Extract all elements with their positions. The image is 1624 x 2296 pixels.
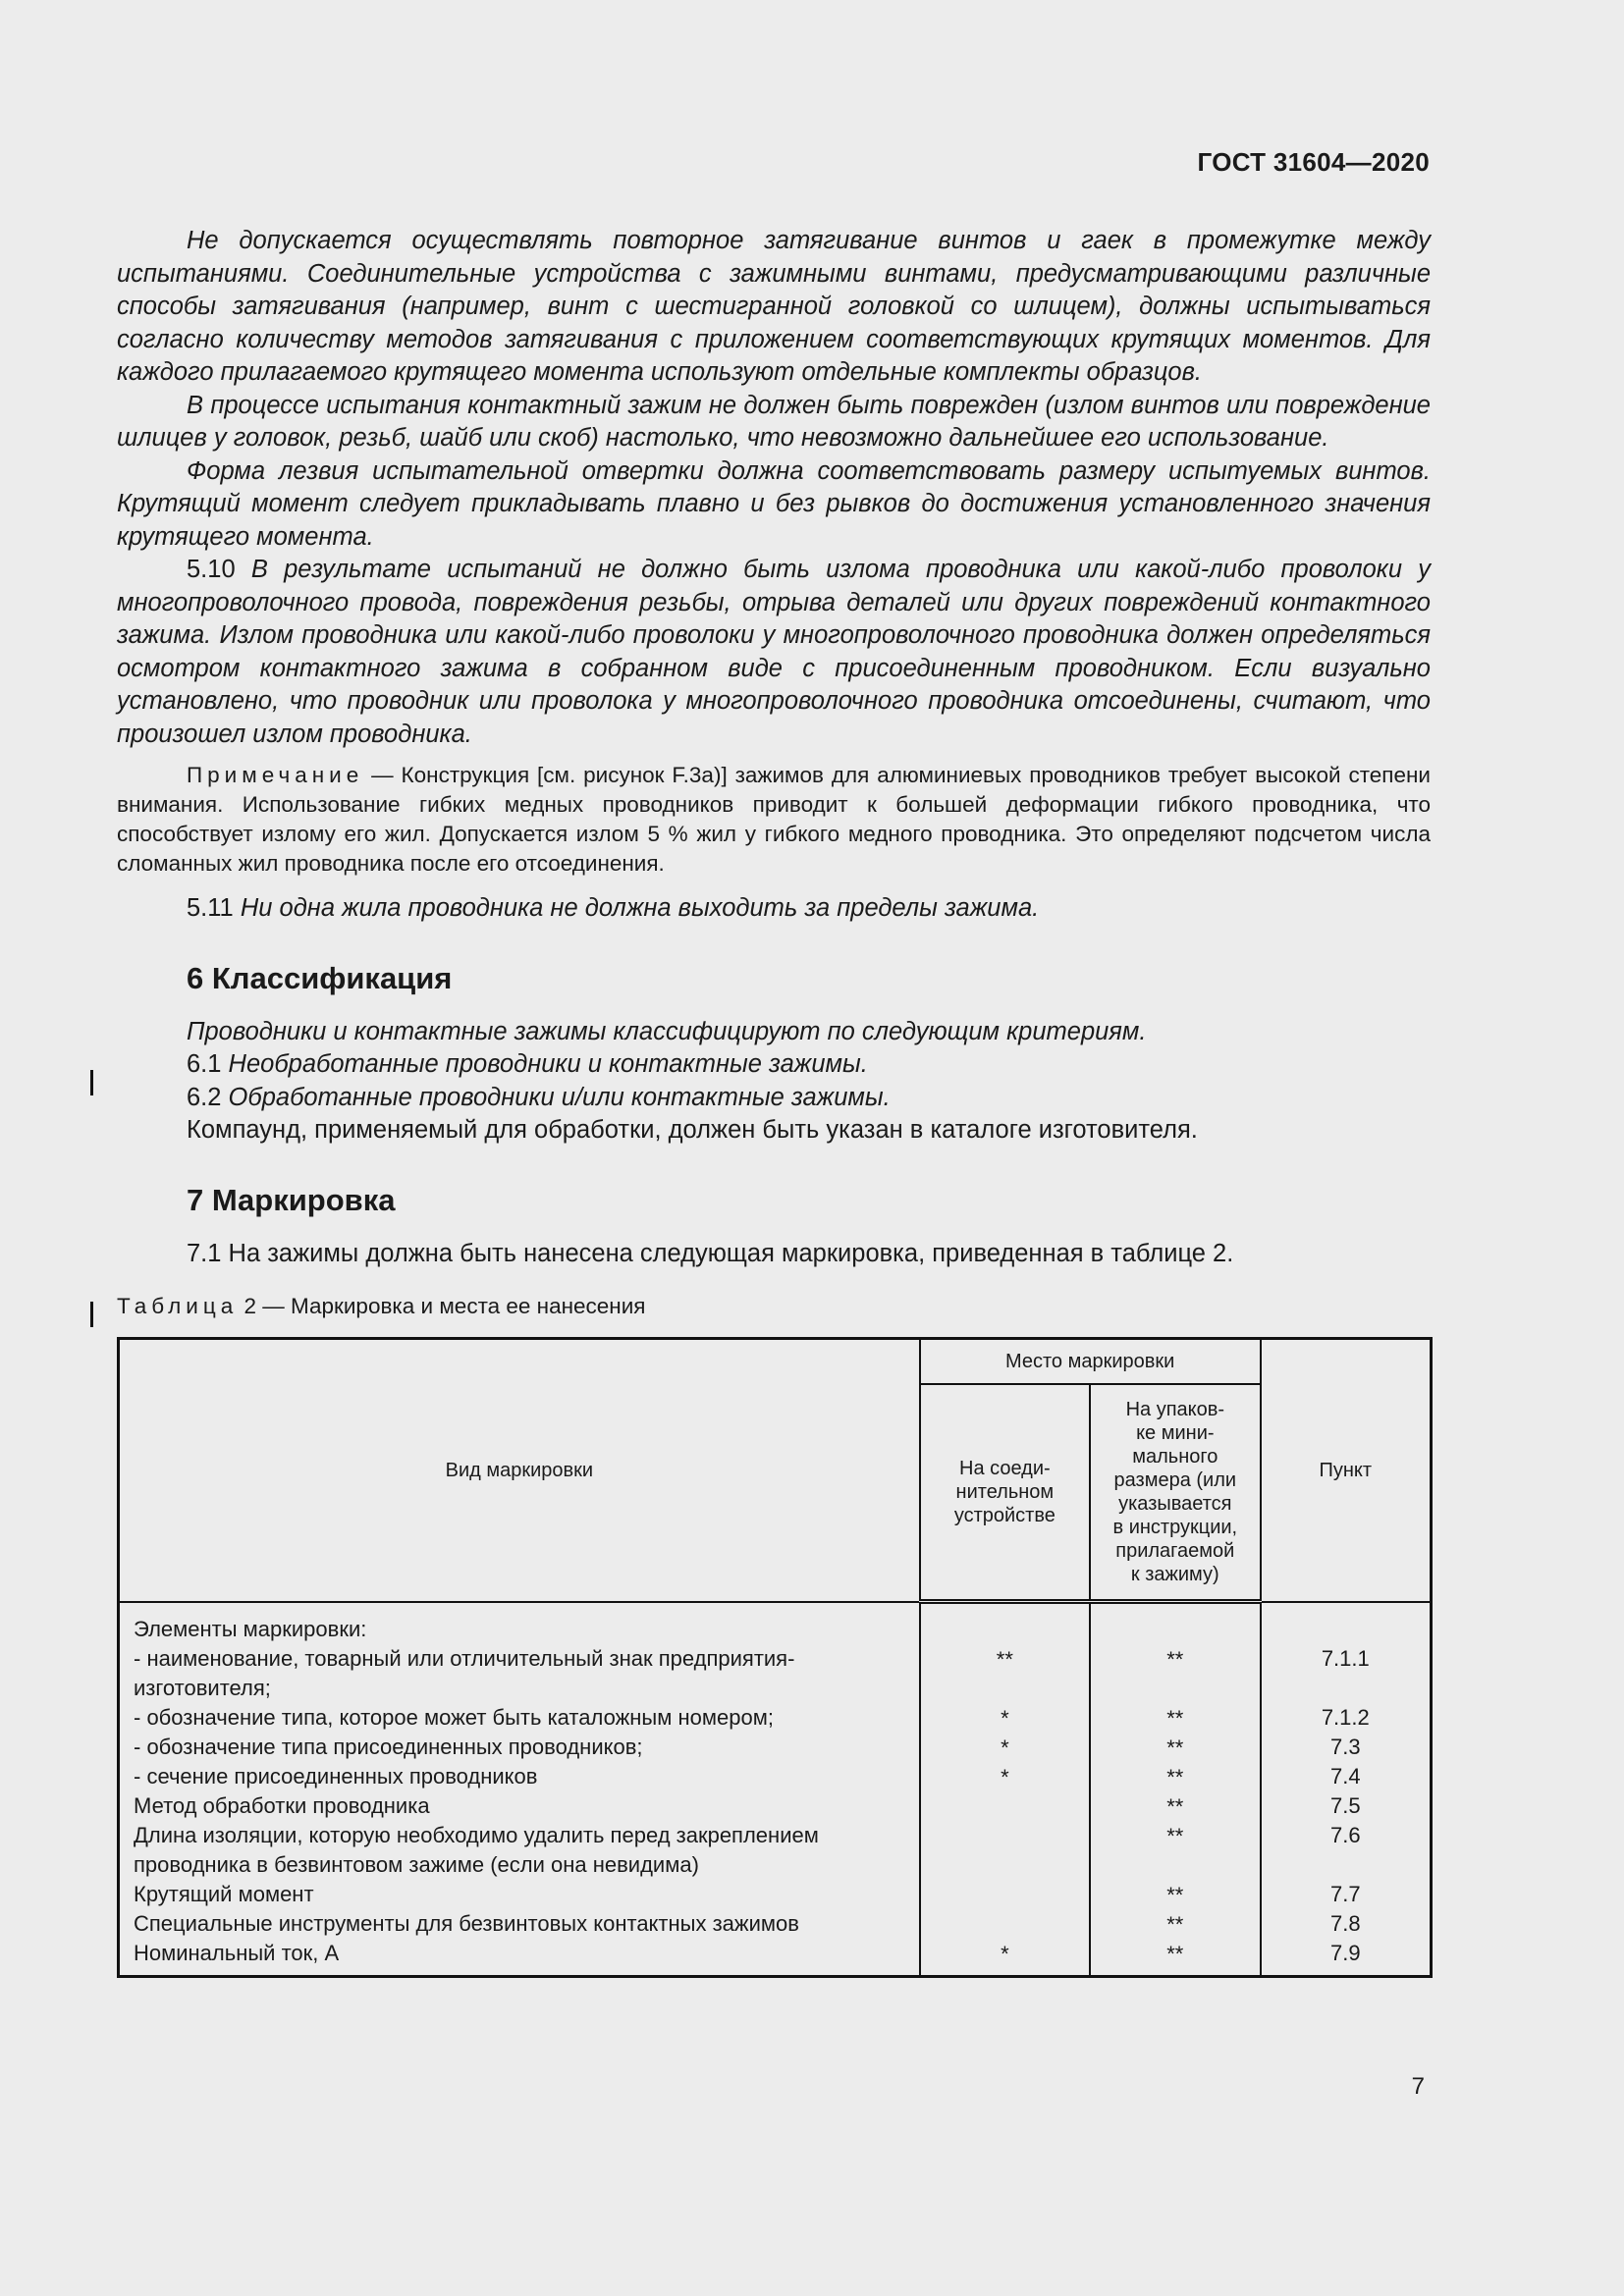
table-cell: [1263, 1674, 1429, 1703]
table-cell: - сечение присоединенных проводников: [134, 1763, 538, 1789]
table-cell: [1092, 1675, 1259, 1704]
table-cell: - обозначение типа, которое может быть каталожным номером;: [134, 1704, 774, 1730]
clause-number: 5.10: [187, 556, 236, 583]
page-number: 7: [1411, 2073, 1425, 2100]
content: [117, 225, 1431, 1978]
table-cell: *: [1001, 1765, 1009, 1789]
table-cell: - обозначение типа присоединенных проводников;: [134, 1734, 643, 1759]
caption-text: 2 — Маркировка и места ее нанесения: [238, 1294, 646, 1318]
header-line: в инструкции,: [1112, 1516, 1238, 1538]
table-cell: [922, 1792, 1088, 1822]
table-cell: **: [996, 1647, 1013, 1672]
table-cell: изготовителя;: [134, 1675, 271, 1700]
table-cell: 7.6: [1329, 1822, 1361, 1847]
table-caption: [117, 1294, 1431, 1319]
paragraph-retightening: Не допускается осуществлять повторное затягивание винтов и гаек в промежутке между испытаниями. Соединительные устройства с зажимными винтами, предусматривающими различные способы затягивания (например, винт с шестигранной головкой со шлицем), должны испытываться согласно количеству методов затягивания с приложением соответствующих крутящих моментов. Для каждого прилагаемого крутящего момента используют отдельные комплекты образцов.: [117, 227, 1431, 386]
table-cell: **: [1166, 1647, 1184, 1672]
header-line: На соеди-: [959, 1457, 1051, 1479]
table-cell: [1092, 1616, 1259, 1645]
item-number: 6.2: [187, 1083, 222, 1111]
header-line: к зажиму): [1130, 1563, 1219, 1585]
table-cell: 7.8: [1329, 1910, 1361, 1936]
table-cell: [922, 1910, 1088, 1940]
table-cell: **: [1166, 1824, 1184, 1848]
table-cell: - наименование, товарный или отличительный знак предприятия-: [134, 1645, 795, 1671]
table-cell: **: [1166, 1912, 1184, 1937]
table-cell: Метод обработки проводника: [134, 1792, 430, 1818]
column-on-device: [920, 1602, 1090, 1977]
column-on-package: [1090, 1602, 1261, 1977]
table-cell: 7.1.1: [1321, 1645, 1370, 1671]
table-cell: проводника в безвинтовом зажиме (если она невидима): [134, 1851, 699, 1877]
paragraph-5-11: [117, 892, 1431, 926]
table-cell: **: [1166, 1883, 1184, 1907]
item-number: 6.1: [187, 1050, 222, 1078]
section-6-item-2: [117, 1082, 1431, 1115]
table-cell: [922, 1881, 1088, 1910]
table-cell: [1263, 1615, 1429, 1644]
header-on-device: [920, 1384, 1090, 1602]
table-cell: [922, 1675, 1088, 1704]
header-clause: Пункт: [1261, 1339, 1432, 1602]
section-6-item-1: [117, 1048, 1431, 1082]
table-cell: 7.4: [1329, 1763, 1361, 1789]
table-cell: 7.7: [1329, 1881, 1361, 1906]
paragraph-screwdriver: Форма лезвия испытательной отвертки должна соответствовать размеру испытуемых винтов. Крутящий момент следует прикладывать плавно и без рывков до достижения установленного значения крутящего момента.: [117, 456, 1431, 551]
table-cell: Крутящий момент: [134, 1881, 314, 1906]
clause-text: В результате испытаний не должно быть излома проводника или какой-либо проволоки у многопроволочного провода, повреждения резьбы, отрыва деталей или других повреждений контактного зажима. Излом проводника или какой-либо проволоки у многопроволочного проводника должен определяться осмотром контактного зажима в собранном виде с присоединенным проводником. Если визуально установлено, что проводник или проволока у многопроволочного проводника отсоединены, считают, что произошел излом проводника.: [117, 556, 1431, 748]
header-line: ке мини-: [1136, 1421, 1215, 1444]
table-cell: [922, 1822, 1088, 1851]
marking-table: [117, 1337, 1433, 1978]
change-marker-7: [90, 1302, 93, 1327]
table-cell: 7.1.2: [1321, 1704, 1370, 1730]
column-kind: [119, 1602, 920, 1977]
note-text: — Конструкция [см. рисунок F.3a)] зажимов для алюминиевых проводников требует высокой степени внимания. Использование гибких медных проводников приводит к большей деформации гибкого проводника, что способствует излому его жил. Допускается излом 5 % жил у гибкого медного проводника. Это определяют подсчетом числа сломанных жил проводника после его отсоединения.: [117, 763, 1431, 876]
document-code: ГОСТ 31604—2020: [1197, 147, 1430, 177]
header-line: На упаков-: [1125, 1398, 1225, 1420]
table-cell: [922, 1616, 1088, 1645]
header-place: Место маркировки: [920, 1339, 1261, 1384]
clause-number: 5.11: [187, 894, 234, 922]
section-6-intro: Проводники и контактные зажимы классифицируют по следующим критериям.: [187, 1017, 1147, 1045]
table-cell: **: [1166, 1765, 1184, 1789]
table-cell: [1092, 1851, 1259, 1881]
change-marker-6: [90, 1070, 93, 1095]
table-cell: [1263, 1850, 1429, 1880]
table-cell: Элементы маркировки:: [134, 1616, 367, 1641]
header-line: размера (или: [1113, 1468, 1237, 1491]
table-cell: 7.9: [1329, 1940, 1361, 1965]
table-cell: *: [1001, 1735, 1009, 1760]
section-7-1: 7.1 На зажимы должна быть нанесена следующая маркировка, приведенная в таблице 2.: [187, 1239, 1234, 1267]
table-cell: **: [1166, 1706, 1184, 1731]
header-line: прилагаемой: [1115, 1539, 1235, 1562]
note-label: Примечание: [187, 763, 364, 787]
table-cell: Номинальный ток, А: [134, 1940, 340, 1965]
table-cell: **: [1166, 1735, 1184, 1760]
table-cell: *: [1001, 1942, 1009, 1966]
paragraph-5-10: [117, 554, 1431, 751]
table-cell: 7.5: [1329, 1792, 1361, 1818]
section-7-title: 7 Маркировка: [187, 1182, 396, 1217]
table-cell: [922, 1851, 1088, 1881]
note: [117, 761, 1431, 879]
header-on-package: [1090, 1384, 1261, 1602]
paragraph-damage: В процессе испытания контактный зажим не должен быть поврежден (излом винтов или повреждение шлицев у головок, резьб, шайб или скоб) настолько, что невозможно дальнейшее его использование.: [117, 391, 1431, 452]
header-line: нительном: [955, 1480, 1055, 1503]
section-6-compound: Компаунд, применяемый для обработки, должен быть указан в каталоге изготовителя.: [187, 1116, 1198, 1144]
item-text: Необработанные проводники и контактные зажимы.: [228, 1050, 868, 1078]
header-line: мального: [1132, 1445, 1218, 1468]
header-line: указывается: [1118, 1492, 1232, 1515]
header-line: устройстве: [953, 1504, 1056, 1526]
table-cell: **: [1166, 1942, 1184, 1966]
section-6-title: 6 Классификация: [187, 960, 453, 995]
table-cell: **: [1166, 1794, 1184, 1819]
table-cell: Длина изоляции, которую необходимо удалить перед закреплением: [134, 1822, 819, 1847]
clause-text: Ни одна жила проводника не должна выходить за пределы зажима.: [240, 894, 1040, 922]
header-kind: Вид маркировки: [119, 1339, 920, 1602]
caption-label: Таблица: [117, 1294, 239, 1318]
table-cell: Специальные инструменты для безвинтовых контактных зажимов: [134, 1910, 799, 1936]
column-clause: [1261, 1602, 1432, 1977]
table-cell: *: [1001, 1706, 1009, 1731]
table-cell: 7.3: [1329, 1734, 1361, 1759]
item-text: Обработанные проводники и/или контактные зажимы.: [228, 1083, 891, 1111]
